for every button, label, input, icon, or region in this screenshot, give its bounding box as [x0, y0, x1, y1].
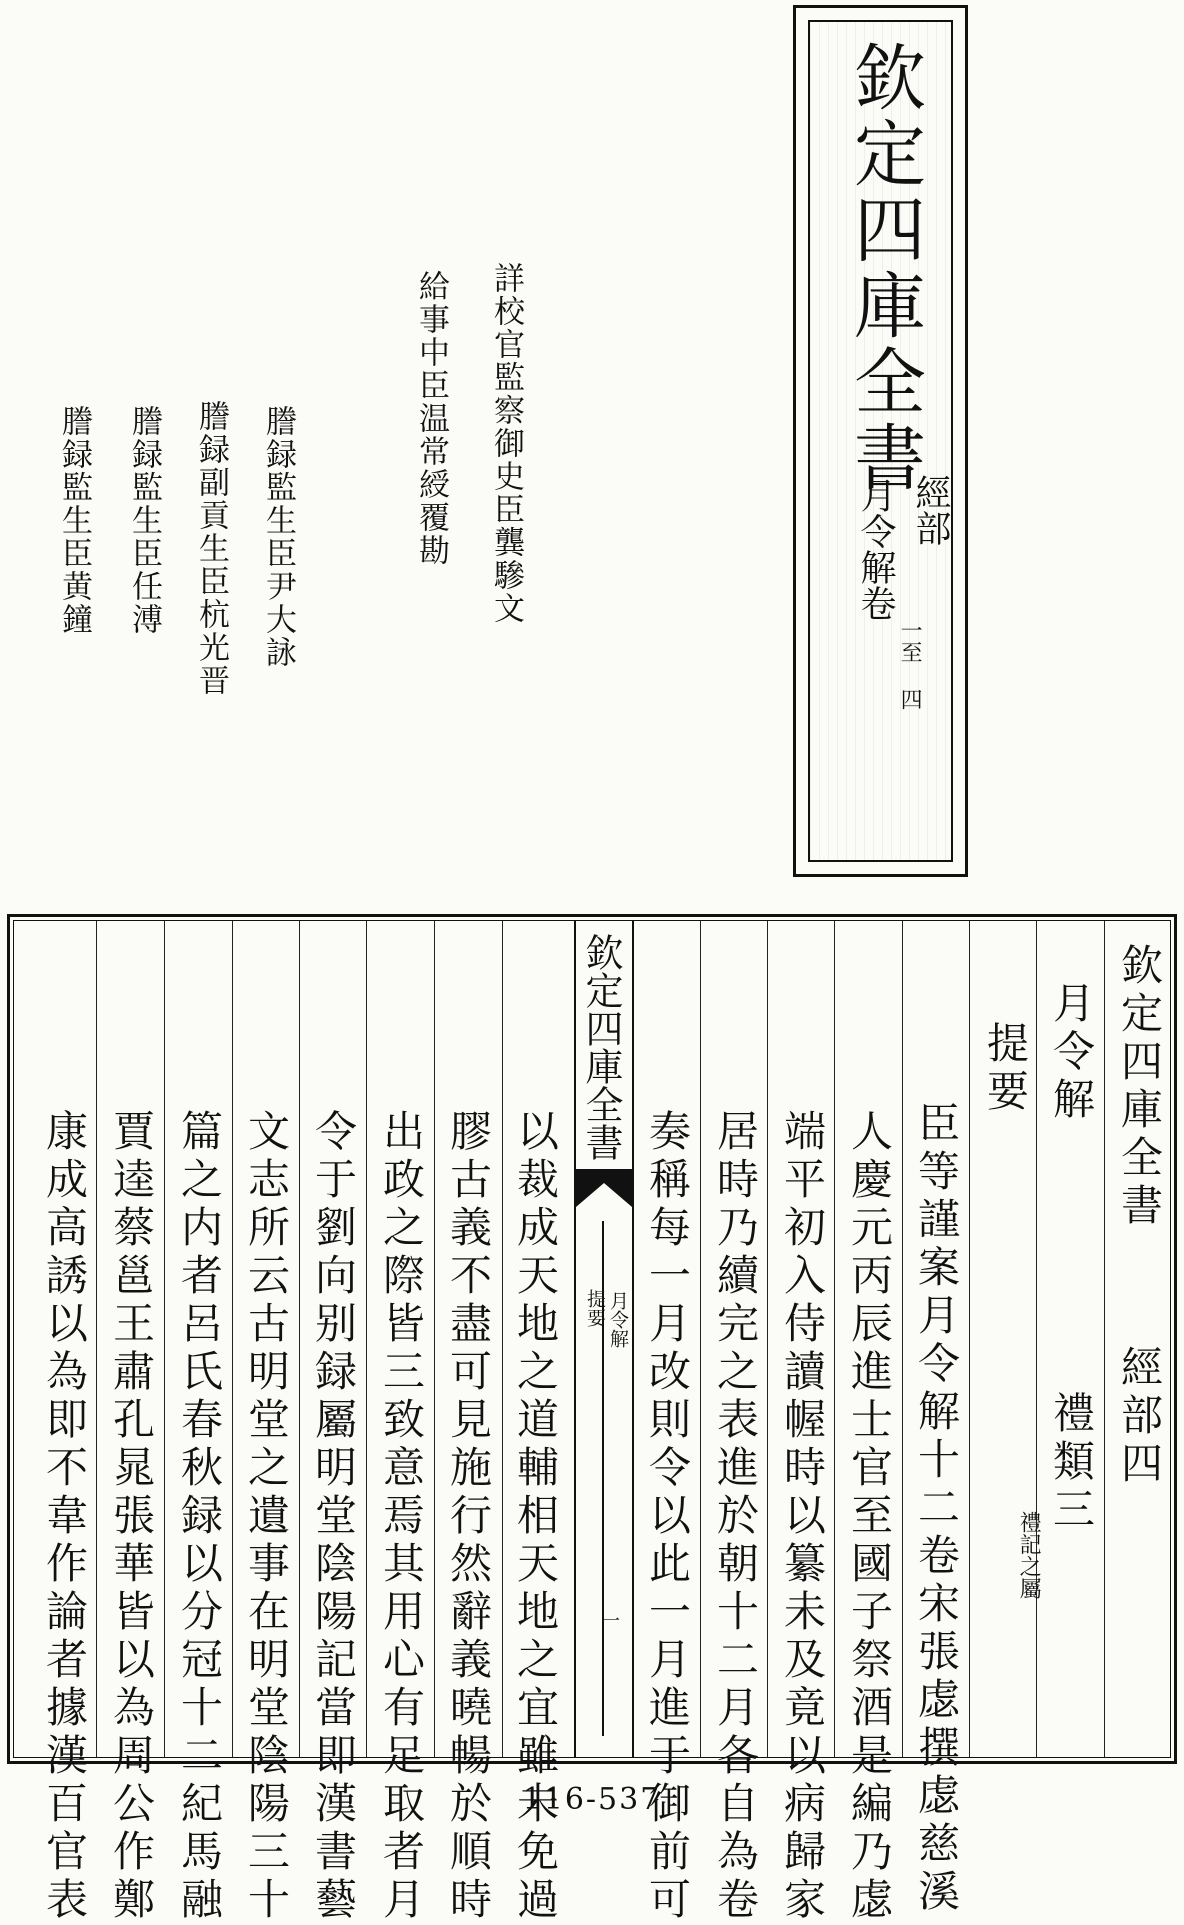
center-work-title: 月令解: [607, 1291, 629, 1348]
credit-copyist: 謄録副貢生臣杭光晋: [193, 400, 229, 697]
column-rule: [164, 921, 165, 1757]
column-rule: [502, 921, 503, 1757]
body-column: 賈逵蔡邕王肅孔晁張華皆以為周公作鄭: [107, 1109, 156, 1925]
slip-section: 經部: [910, 474, 951, 546]
credit-reviewer: 給事中臣温常綬覆勘: [413, 270, 449, 567]
body-column: 篇之内者呂氏春秋録以分冠十二紀馬融: [175, 1109, 224, 1925]
credit-copyist: 謄録監生臣黄鐘: [56, 405, 92, 636]
tiyao-heading: 提要: [981, 1021, 1030, 1117]
column-rule: [96, 921, 97, 1757]
body-column: 居時乃續完之表進於朝十二月各自為卷: [711, 1109, 760, 1925]
body-column: 令于劉向别録屬明堂陰陽記當即漢書藝: [309, 1109, 358, 1925]
credit-copyist: 謄録監生臣任溥: [126, 405, 162, 636]
body-column: 康成高誘以為即不韋作論者據漢百官表: [40, 1109, 89, 1925]
slip-volume-range-b: 四: [897, 688, 923, 710]
category: 禮類三: [1047, 1391, 1096, 1535]
category-note: 禮記之屬: [1016, 1511, 1042, 1599]
column-rule: [902, 921, 903, 1757]
column-rule: [1104, 921, 1105, 1757]
center-section-label: 提要: [584, 1289, 606, 1327]
column-rule: [700, 921, 701, 1757]
body-column: 出政之際皆三致意焉其用心有足取者月: [377, 1109, 426, 1925]
page-header-section: 經部四: [1115, 1345, 1164, 1489]
title-slip-inner-border: [808, 20, 953, 862]
column-rule: [834, 921, 835, 1757]
page-number: 116-537: [522, 1782, 662, 1817]
title-slip: [793, 5, 968, 877]
column-rule: [232, 921, 233, 1757]
slip-work-title: 月令解卷: [855, 477, 896, 621]
body-column: 膠古義不盡可見施行然辭義曉暢於順時: [444, 1109, 493, 1925]
credit-collator: 詳校官監察御史臣龔驂文: [488, 262, 524, 625]
body-column: 文志所云古明堂之遺事在明堂陰陽三十: [242, 1109, 291, 1925]
column-rule: [1036, 921, 1037, 1757]
body-column: 臣等謹案月令解十二卷宋張虙撰虙慈溪: [912, 1101, 961, 1917]
slip-volume-range-a: 一至: [897, 619, 923, 663]
credit-copyist: 謄録監生臣尹大詠: [260, 405, 296, 669]
slip-title: 欽定四庫全書: [842, 40, 926, 496]
work-title: 月令解: [1047, 981, 1096, 1125]
column-rule: [434, 921, 435, 1757]
fishtail-mark: [576, 1169, 632, 1207]
slip-volume-range: [898, 619, 921, 710]
center-title: 欽定四庫全書: [579, 933, 623, 1161]
column-rule: [969, 921, 970, 1757]
page-header-title: 欽定四庫全書: [1115, 943, 1164, 1231]
center-leaf-number: 一: [599, 1611, 620, 1629]
column-rule: [299, 921, 300, 1757]
body-column: 以裁成天地之道輔相天地之宜雖未免過: [511, 1109, 560, 1925]
column-rule: [767, 921, 768, 1757]
body-column: 奏稱每一月改則令以此一月進于御前可: [643, 1109, 692, 1925]
body-column: 端平初入侍讀幄時以纂未及竟以病歸家: [778, 1109, 827, 1925]
center-fold-column: [574, 921, 634, 1757]
column-rule: [366, 921, 367, 1757]
body-column: 人慶元丙辰進士官至國子祭酒是編乃虙: [845, 1109, 894, 1925]
